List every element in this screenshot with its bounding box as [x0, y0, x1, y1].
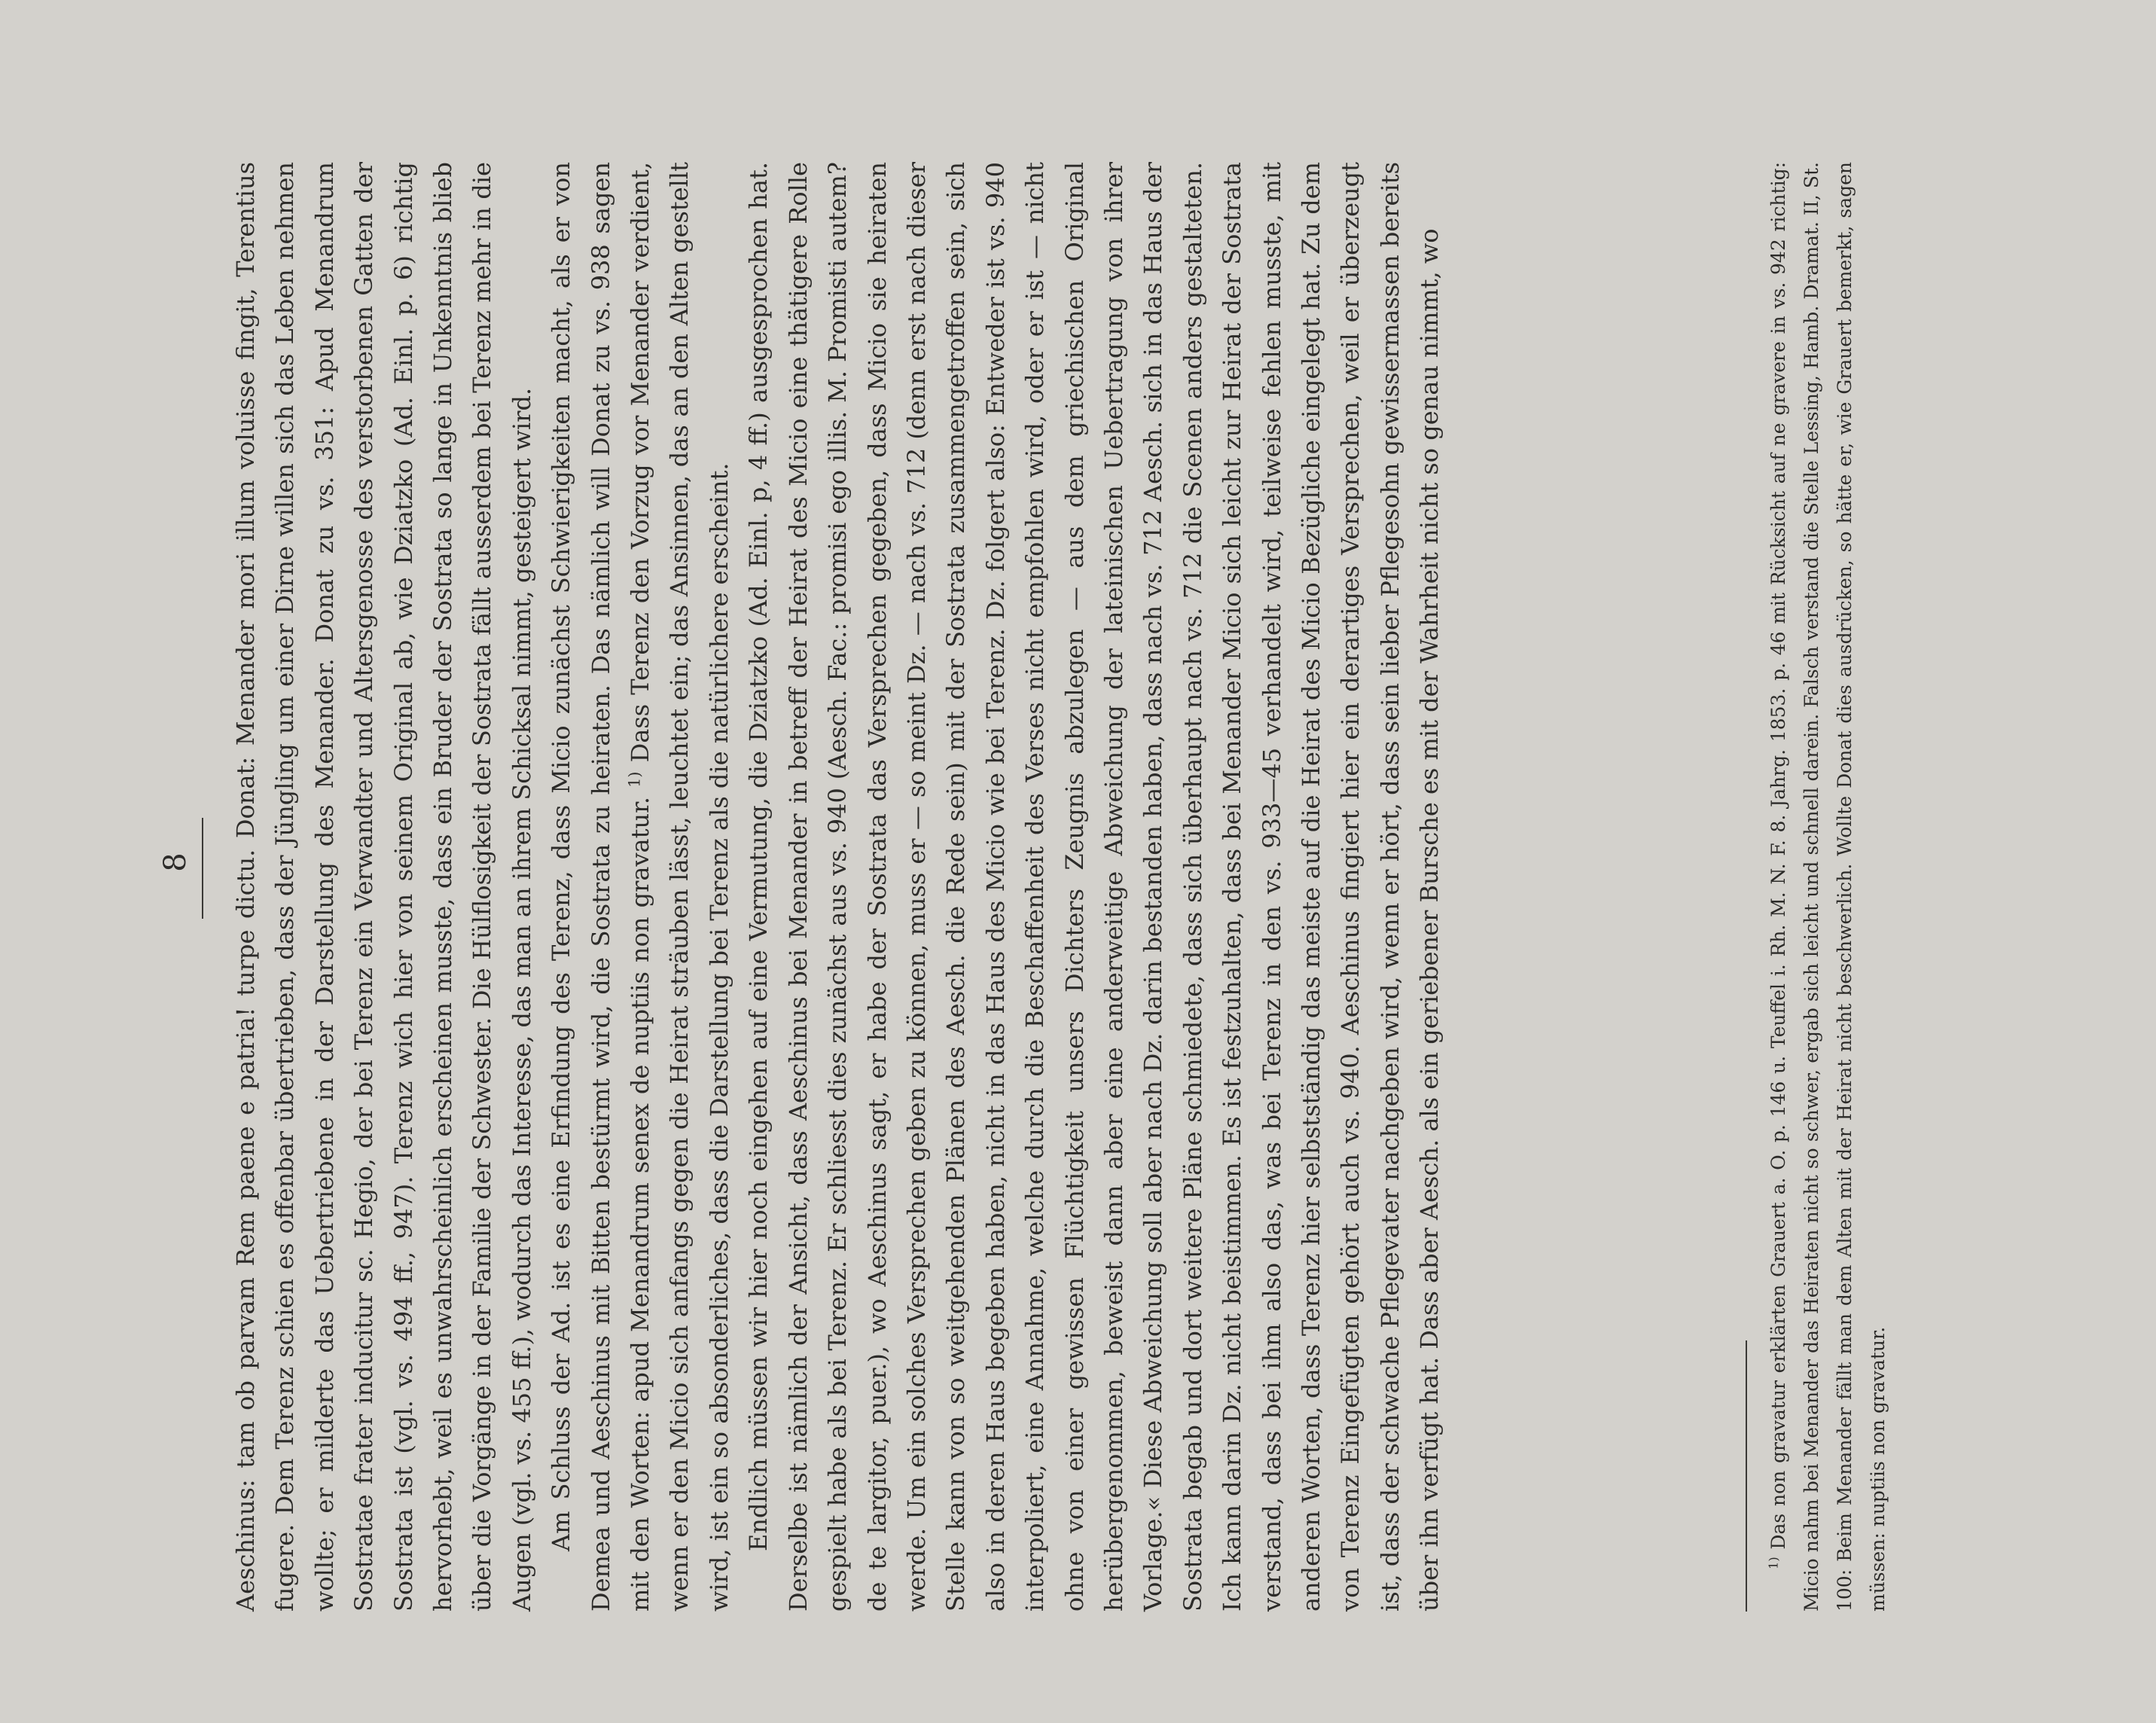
footnote-reference: 1): [625, 771, 644, 788]
paragraph-2-text-before-note: Am Schluss der Ad. ist es eine Erfindung des Terenz, dass Micio zunächst Schwierigkeiten macht, als er von Demea und Aeschinus mit Bitten bestürmt wird, die Sostrata zu heiraten. Das nämlich will Donat zu vs. 938 sagen mit den Worten: apud Menandrum senex de nuptiis non gravatur.: [547, 162, 655, 1612]
footnote-rule: [1746, 1340, 1747, 1612]
paragraph-3: Endlich müssen wir hier noch eingehen auf eine Vermutung, die Dziatzko (Ad. Einl. p, 4 ff.) ausgesprochen hat. Derselbe ist nämlich der Ansicht, dass Aeschinus bei Menander in betreff der Heirat des Micio eine thätigere Rolle gespielt habe als bei Terenz. Er schliesst dies zunächst aus vs. 940 (Aesch. Fac.: promisi ego illis. M. Promisti autem? de te largitor, puer.), wo Aeschinus sagt, er habe der Sostrata das Versprechen gegeben, dass Micio sie heiraten werde. Um ein solches Versprechen geben zu können, muss er — so meint Dz. — nach vs. 712 (denn erst nach dieser Stelle kann von so weitgehenden Plänen des Aesch. die Rede sein) mit der Sostrata zusammengetroffen sein, sich also in deren Haus begeben haben, nicht in das Haus des Micio wie bei Terenz. Dz. folgert also: Entweder ist vs. 940 interpoliert, eine Annahme, welche durch die Beschaffenheit des Verses nicht empfohlen wird, oder er ist — nicht ohne von einer gewissen Flüchtigkeit unsers Dichters Zeugnis abzulegen — aus dem griechischen Original herübergenommen, beweist dann aber eine anderweitige Abweichung der lateinischen Uebertragung von ihrer Vorlage.« Diese Abweichung soll aber nach Dz. darin bestanden haben, dass nach vs. 712 Aesch. sich in das Haus der Sostrata begab und dort weitere Pläne schmiedete, dass sich überhaupt nach vs. 712 die Scenen anders gestalteten. Ich kann darin Dz. nicht beistimmen. Es ist festzuhalten, dass bei Menander Micio sich leicht zur Heirat der Sostrata verstand, dass bei ihm also das, was bei Terenz in den vs. 933—45 verhandelt wird, teilweise fehlen musste, mit anderen Worten, dass Terenz hier selbstständig das meiste auf die Heirat des Micio Bezügliche eingelegt hat. Zu dem von Terenz Eingefügten gehört auch vs. 940. Aeschinus fingiert hier ein derartiges Versprechen, weil er überzeugt ist, dass der schwache Pflegevater nachgeben wird, wenn er hört, dass sein lieber Pflegesohn gewissermassen bereits über ihn verfügt hat. Dass aber Aesch. als ein geriebener Bursche es mit der Wahrheit nicht so genau nimmt, wo: [744, 162, 1444, 1612]
body-text: [226, 162, 1450, 1612]
header-rule: [202, 818, 203, 919]
paragraph-1: Aeschinus: tam ob parvam Rem paene e patria! turpe dictu. Donat: Menander mori illum voluisse fingit, Terentius fugere. Dem Terenz schien es offenbar übertrieben, dass der Jüngling um einer Dirne willen sich das Leben nehmen wollte; er milderte das Uebertriebene in der Darstellung des Menander. Donat zu vs. 351: Apud Menandrum Sostratae frater inducitur sc. Hegio, der bei Terenz ein Verwandter und Altersgenosse des verstorbenen Gatten der Sostrata ist (vgl. vs. 494 ff., 947). Terenz wich hier von seinem Original ab, wie Dziatzko (Ad. Einl. p. 6) richtig hervorhebt, weil es unwahrscheinlich erscheinen musste, dass ein Bruder der Sostrata so lange in Unkenntnis blieb über die Vorgänge in der Familie der Schwester. Die Hülflosigkeit der Sostrata fällt ausserdem bei Terenz mehr in die Augen (vgl. vs. 455 ff.), wodurch das Interesse, das man an ihrem Schicksal nimmt, gesteigert wird.: [231, 162, 536, 1612]
footnote-1: [1762, 162, 1895, 1612]
footnote-text: Das non gravatur erklärten Grauert a. O. p. 146 u. Teuffel i. Rh. M. N. F. 8. Jahrg. 1853. p. 46 mit Rücksicht auf ne gravere in vs. 942 richtig: Micio nahm bei Menander das Heiraten nicht so schwer, ergab sich leicht und schnell darein. Falsch verstand die Stelle Lessing, Hamb. Dramat. II, St. 100: Beim Menander fällt man dem Alten mit der Heirat nicht beschwerlich. Wollte Donat dies ausdrücken, so hätte er, wie Grauert bemerkt, sagen müssen: nuptiis non gravatur.: [1767, 162, 1889, 1612]
paragraph-2-text-after-note: Dass Terenz den Vorzug vor Menander verdient, wenn er den Micio sich anfangs gegen die Heirat sträuben lässt, leuchtet ein; das Ansinnen, das an den Alten gestellt wird, ist ein so absonderliches, dass die Darstellung bei Terenz als die natürlichere erscheint.: [626, 161, 733, 1612]
footnotes: [1762, 162, 1895, 1612]
footnote-mark: 1): [1766, 1557, 1781, 1569]
page-number: 8: [158, 851, 193, 872]
paragraph-2: [541, 162, 739, 1612]
